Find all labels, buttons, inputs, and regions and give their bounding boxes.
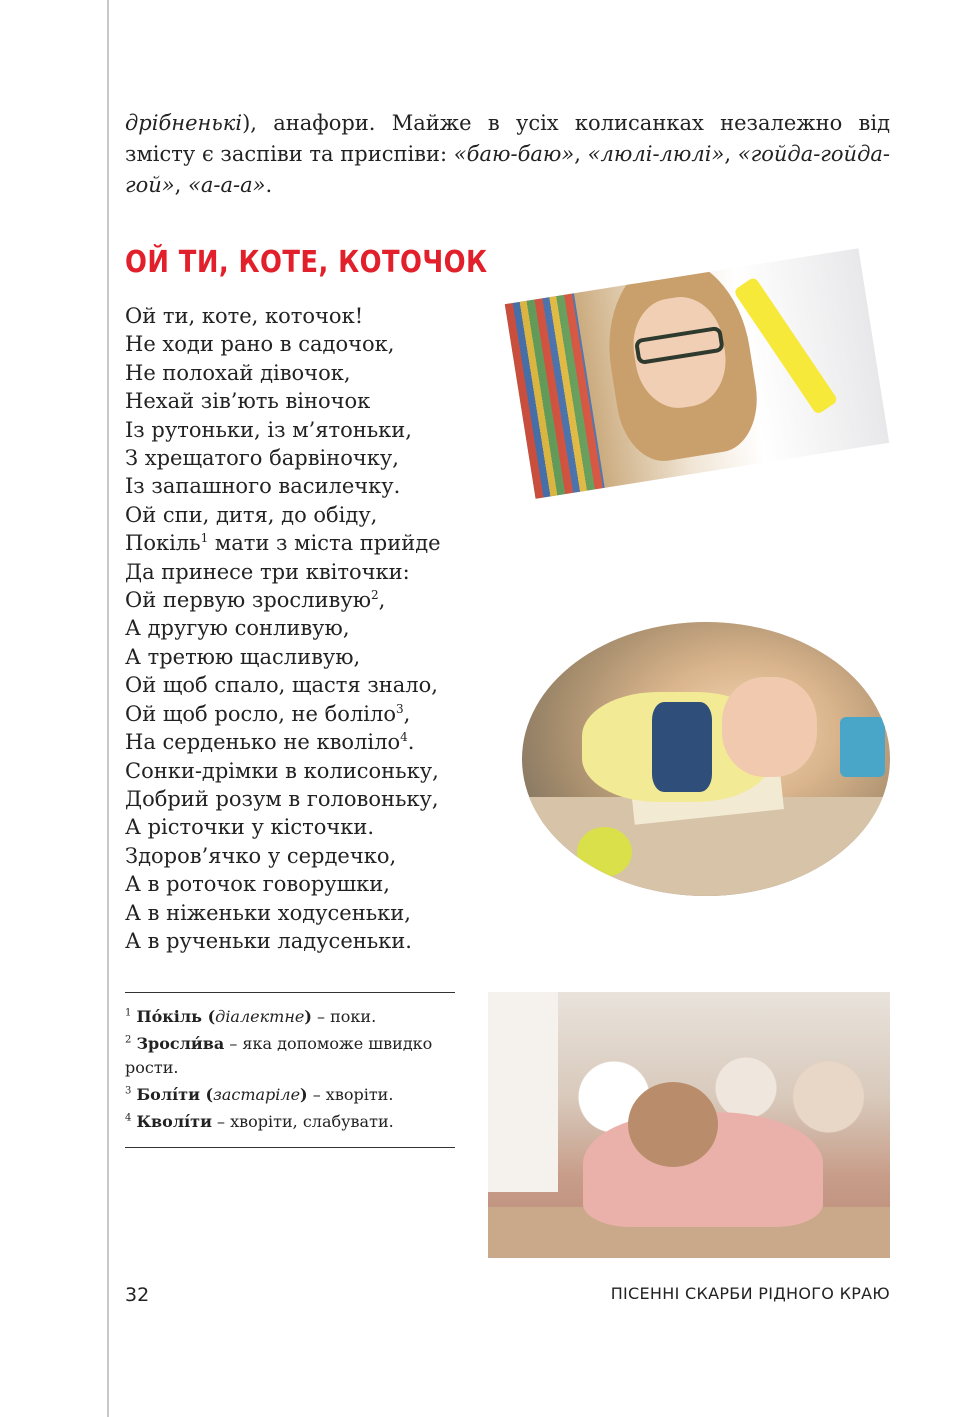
photo-girl-sleeping-on-book — [522, 622, 890, 896]
poem-line-tail: . — [407, 730, 415, 755]
footnote-term: Кволі́ти — [136, 1112, 212, 1131]
page-number: 32 — [125, 1284, 150, 1306]
poem-line-text: Покіль — [125, 531, 201, 556]
poem-line — [125, 529, 515, 557]
footnotes — [125, 992, 455, 1148]
poem-line — [125, 444, 515, 472]
footnote-ref: 2 — [371, 588, 379, 603]
poem-line-text: Не полохай дівочок, — [125, 360, 351, 385]
photo-girl-sleeping-in-classroom — [488, 992, 890, 1258]
poem-line — [125, 927, 515, 955]
poem-line-text: Не ходи рано в садочок, — [125, 332, 395, 357]
intro-text: ), анафори. Майже в усіх колисанках незалежно від змісту є заспіви та приспіви: — [125, 111, 890, 166]
poem-line-text: З хрещатого барвіночку, — [125, 446, 399, 471]
poem-line-tail: , — [378, 588, 386, 613]
poem-line-text: Ой щоб росло, не боліло — [125, 701, 396, 726]
poem-line-text: А в рученьки ладусеньки. — [125, 928, 412, 953]
refrain-1: «баю-баю» — [453, 142, 575, 166]
poem-line — [125, 671, 515, 699]
footnote — [125, 1032, 455, 1080]
intro-italic-word: дрібненькі — [125, 111, 243, 135]
poem-line-tail: , — [403, 701, 411, 726]
poem-line — [125, 813, 515, 841]
poem-line-text: Да принесе три квіточки: — [125, 559, 410, 584]
refrain-3: «гойда-гойда-гой» — [125, 142, 891, 197]
poem-line — [125, 416, 515, 444]
refrain-2: «люлі-люлі» — [587, 142, 725, 166]
footnote: $^3$ Болі́ти (застаріле) – хворіти. — [125, 1085, 394, 1104]
photo-girl-with-pencil — [505, 248, 889, 499]
footnote-note: застаріле — [213, 1085, 301, 1104]
footnote-note: діалектне — [215, 1007, 305, 1026]
footnote-number: 1 — [125, 1007, 132, 1019]
footnote — [125, 1110, 455, 1134]
poem-line — [125, 899, 515, 927]
footnote: $^1$ По́кіль (діалектне) – поки. — [125, 1007, 377, 1026]
poem-line — [125, 700, 515, 728]
poem-line — [125, 387, 515, 415]
apple-shape — [577, 827, 632, 877]
poem-line-text: Сонки-дрімки в колисоньку, — [125, 758, 439, 783]
poem-body — [125, 302, 515, 955]
bookshelf-shape — [505, 293, 605, 499]
poem-line-text: Добрий розум в головоньку, — [125, 786, 439, 811]
poem-line — [125, 643, 515, 671]
girl-face-shape — [722, 677, 817, 777]
poem-line-text: На серденько не кволіло — [125, 730, 401, 755]
poem-line — [125, 757, 515, 785]
poem-line-text: А в роточок говорушки, — [125, 872, 390, 897]
poem-line-tail: мати з міста прийде — [208, 531, 441, 556]
poem-line-text: Ой щоб спало, щастя знало, — [125, 673, 438, 698]
poem-line — [125, 330, 515, 358]
cup-shape — [840, 717, 885, 777]
poem-line-text: А рісточки у кісточки. — [125, 815, 375, 840]
margin-rule — [107, 0, 109, 1417]
poem-line-text: Із рутоньки, із м’ятоньки, — [125, 417, 412, 442]
footnote-term: Зросли́ва — [136, 1034, 225, 1053]
poem-line — [125, 870, 515, 898]
poem-line-text: Ой первую зросливую — [125, 588, 371, 613]
poem-line-text: Із запашного василечку. — [125, 474, 401, 499]
refrain-4: «а-а-а» — [188, 173, 266, 197]
poem-line-text: А другую сонливую, — [125, 616, 350, 641]
poem-line-text: Ой ти, коте, коточок! — [125, 304, 364, 328]
girl-head-shape — [628, 1082, 718, 1167]
footnote-definition: – хворіти, слабувати. — [211, 1112, 394, 1131]
poem-line — [125, 558, 515, 586]
footnote-term: По́кіль — [136, 1007, 203, 1026]
footnote-definition: – поки. — [311, 1007, 377, 1026]
poem-line-text: Нехай зів’ють віночок — [125, 389, 371, 414]
intro-paragraph: дрібненькі), анафори. Майже в усіх колисанках незалежно від змісту є заспіви та приспіви: «баю-баю», «люлі-люлі», «гойда-гойда-гой», «а-а-а». — [125, 111, 891, 197]
poem-line — [125, 614, 515, 642]
poem-title: ОЙ ТИ, КОТЕ, КОТОЧОК — [125, 245, 488, 280]
poem-line-text: Здоров’ячко у сердечко, — [125, 843, 397, 868]
poem-line — [125, 728, 515, 756]
footnote-ref: 3 — [395, 701, 404, 716]
footnote-definition: – яка допоможе швидко рости. — [125, 1034, 433, 1077]
footnote-definition: – хворіти. — [307, 1085, 394, 1104]
poem-line — [125, 785, 515, 813]
poem-line — [125, 472, 515, 500]
footnote-number: 3 — [125, 1085, 132, 1097]
poem-line — [125, 586, 515, 614]
footnote-number: 4 — [125, 1112, 132, 1124]
footnote-term: Болі́ти — [136, 1085, 200, 1104]
poem-line — [125, 302, 515, 330]
poem-line — [125, 501, 515, 529]
poem-line — [125, 842, 515, 870]
poem-line-text: А в ніженьки ходусеньки, — [125, 900, 411, 925]
footnote-number: 2 — [125, 1034, 132, 1046]
footnote-ref: 1 — [200, 531, 209, 546]
poem-line — [125, 359, 515, 387]
poem-line-text: А третюю щасливую, — [125, 644, 361, 669]
overalls-shape — [652, 702, 712, 792]
running-head: ПІСЕННІ СКАРБИ РІДНОГО КРАЮ — [610, 1284, 890, 1303]
poem-line-text: Ой спи, дитя, до обіду, — [125, 502, 378, 527]
footnote-ref: 4 — [400, 730, 408, 745]
